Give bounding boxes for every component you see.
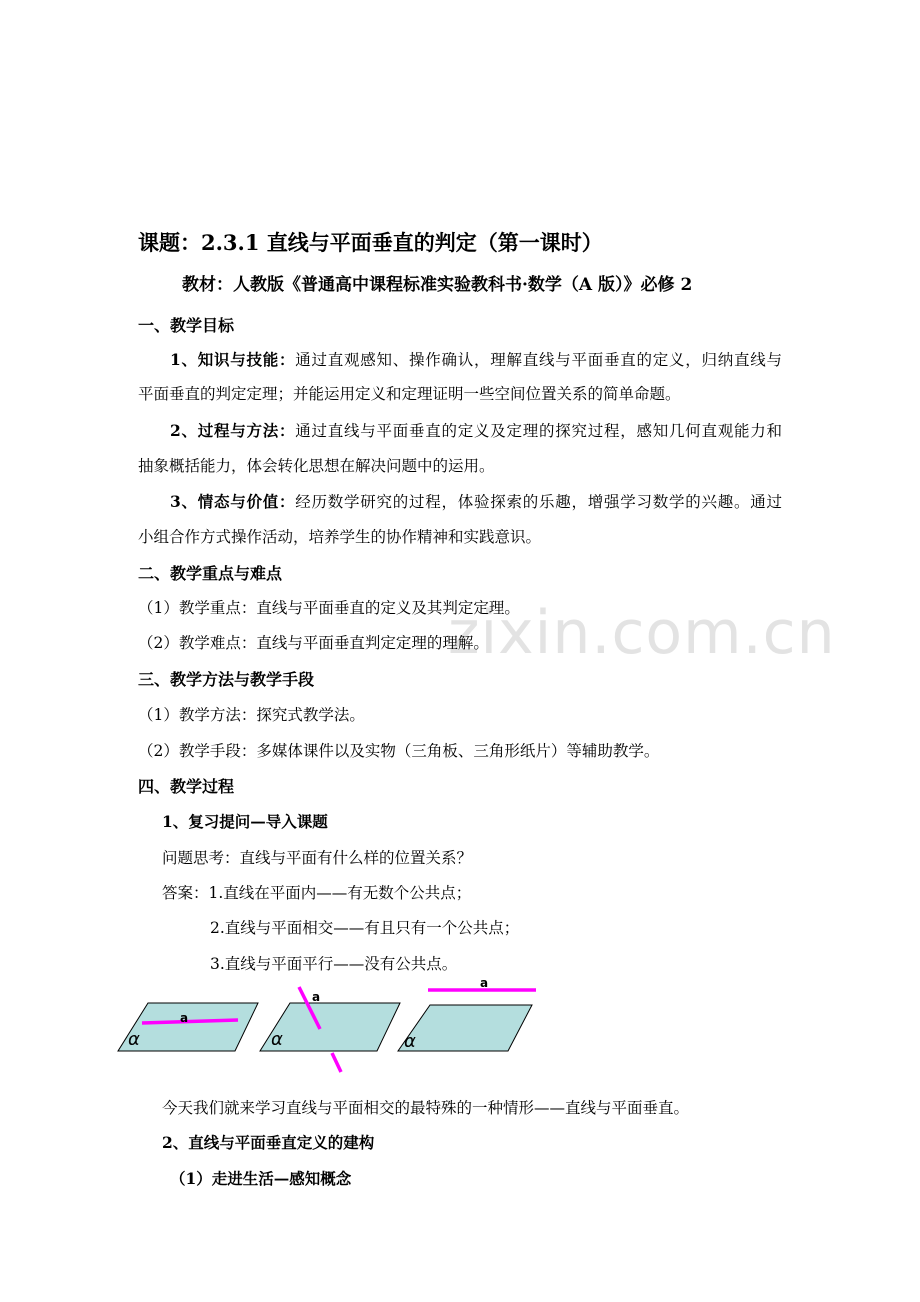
answer-line-2: 2.直线与平面相交——有且只有一个公共点； [210, 919, 520, 937]
answer-line-3: 3.直线与平面平行——没有公共点。 [210, 955, 458, 973]
subheading-review: 1、复习提问—导入课题 [162, 812, 328, 831]
objective-3-label: 3、情态与价值： [170, 492, 296, 511]
subheading-definition: 2、直线与平面垂直定义的建构 [162, 1133, 375, 1152]
objective-1-line2: 平面垂直的判定定理；并能运用定义和定理证明一些空间位置关系的简单命题。 [138, 385, 681, 403]
objective-2-label: 2、过程与方法： [170, 421, 296, 440]
subheading-perceive: （1）走进生活—感知概念 [170, 1169, 352, 1188]
line-a-lower [332, 1053, 341, 1072]
method-item: （1）教学方法：探究式教学法。 [138, 706, 365, 724]
figure-line-parallel-plane [398, 976, 536, 1052]
objective-3-text: 经历数学研究的过程，体验探索的乐趣，增强学习数学的兴趣。通过 [295, 493, 782, 511]
line-label: a [312, 990, 321, 1004]
lesson-title: 课题：2.3.1 直线与平面垂直的判定（第一课时） [138, 230, 603, 255]
answer-line-1: 答案：1.直线在平面内——有无数个公共点； [162, 884, 472, 902]
question-line: 问题思考：直线与平面有什么样的位置关系？ [162, 849, 473, 867]
line-label: a [180, 1011, 189, 1025]
objective-2-text: 通过直线与平面垂直的定义及定理的探究过程，感知几何直观能力和 [295, 422, 782, 440]
plane-label: α [128, 1029, 140, 1050]
objective-1-label: 1、知识与技能： [170, 350, 296, 369]
plane-label: α [404, 1031, 416, 1052]
objective-3-line1 [170, 492, 782, 512]
watermark: zixin.com.cn [448, 598, 836, 668]
means-item: （2）教学手段：多媒体课件以及实物（三角板、三角形纸片）等辅助教学。 [138, 742, 660, 760]
objective-1-text: 通过直观感知、操作确认，理解直线与平面垂直的定义，归纳直线与 [295, 351, 782, 369]
plane-label: α [271, 1029, 283, 1050]
line-label: a [480, 976, 489, 990]
key-point-item: （1）教学重点：直线与平面垂直的定义及其判定定理。 [138, 599, 520, 617]
section-heading-key-points: 二、教学重点与难点 [138, 564, 283, 583]
figure-line-in-plane [118, 1003, 258, 1051]
objective-1-line1 [170, 350, 782, 370]
textbook-line: 教材：人教版《普通高中课程标准实验教科书·数学（A 版）》必修 2 [182, 275, 693, 295]
objective-2-line1 [170, 421, 782, 441]
section-heading-objectives: 一、教学目标 [138, 316, 235, 335]
section-heading-process: 四、教学过程 [138, 777, 235, 796]
section-heading-methods: 三、教学方法与教学手段 [138, 670, 315, 689]
line-plane-figure [110, 975, 550, 1080]
objective-2-line2: 抽象概括能力，体会转化思想在解决问题中的运用。 [138, 457, 495, 475]
difficulty-item: （2）教学难点：直线与平面垂直判定定理的理解。 [138, 634, 489, 652]
intro-line: 今天我们就来学习直线与平面相交的最特殊的一种情形——直线与平面垂直。 [162, 1099, 690, 1117]
figure-line-intersects-plane [260, 987, 400, 1072]
objective-3-line2: 小组合作方式操作活动，培养学生的协作精神和实践意识。 [138, 528, 542, 546]
plane-shape [398, 1005, 532, 1051]
